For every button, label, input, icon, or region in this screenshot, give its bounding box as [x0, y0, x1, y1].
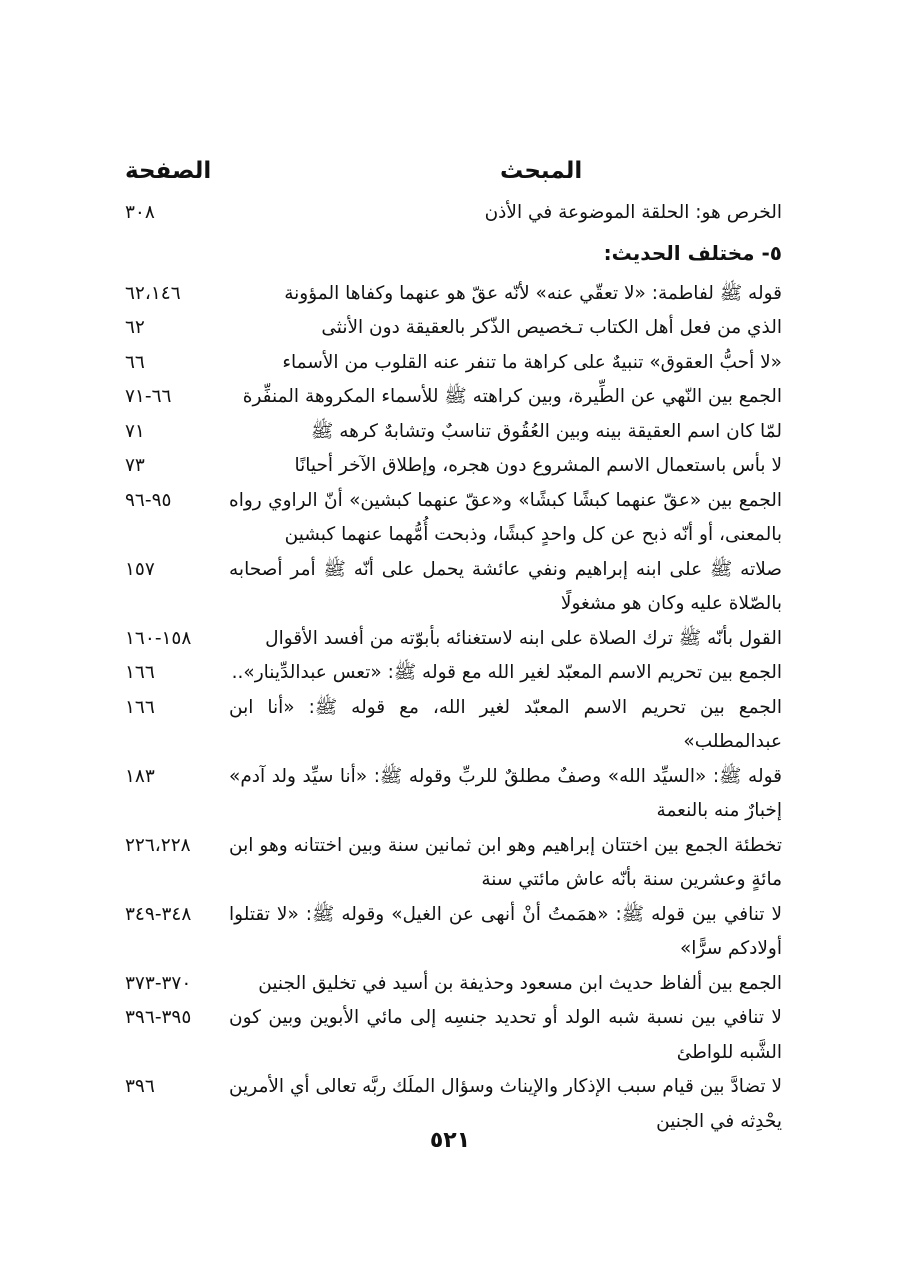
entry-text: القول بأنّه ﷺ ترك الصلاة على ابنه لاستغنائه بأبوّته من أفسد الأقوال — [265, 627, 782, 649]
index-entry — [125, 1001, 782, 1070]
entry-text: لا تضادَّ بين قيام سبب الإذكار والإيناث وسؤال الملَك ربَّه تعالى أي الأمرين يحْدِثه في الجنين — [229, 1076, 782, 1132]
section-title: ٥- مختلف الحديث: — [603, 240, 782, 265]
entry-text: «لا أحبُّ العقوق» تنبيهٌ على كراهة ما تنفر عنه القلوب من الأسماء — [282, 351, 782, 373]
index-entry — [125, 415, 782, 450]
entry-page: ١٦٦ — [125, 696, 155, 718]
entry-page: ٧٣ — [125, 455, 145, 476]
entry-page: ٣٩٦ — [125, 1076, 155, 1097]
index-entry — [125, 380, 782, 415]
table-header — [125, 158, 782, 192]
entry-text: الجمع بين «عقّ عنهما كبشًا كبشًا» و«عقّ عنهما كبشين» أنّ الراوي رواه بالمعنى، أو أنّه ذبح عن كل واحدٍ كبشًا، وذبحت أُمُّهما عنهما كبشين — [229, 489, 782, 545]
entry-page: ٧١ — [125, 420, 145, 442]
entry-page: ١٦٦ — [125, 662, 155, 683]
index-entry — [125, 898, 782, 967]
page-column-heading: الصفحة — [125, 158, 212, 184]
index-entry — [125, 196, 782, 231]
index-entry — [125, 691, 782, 760]
entry-text: تخطئة الجمع بين اختتان إبراهيم وهو ابن ثمانين سنة وبين اختتانه وهو ابن مائةٍ وعشرين سنة بأنّه عاش مائتي سنة — [229, 834, 782, 890]
entry-page: ٣٠٨ — [125, 202, 155, 223]
entry-page: ٦٢ — [125, 317, 145, 338]
entry-text: قوله ﷺ لفاطمة: «لا تعقّي عنه» لأنّه عقّ هو عنهما وكفاها المؤونة — [284, 282, 782, 304]
index-entry — [125, 760, 782, 829]
entry-page: ٦٢،١٤٦ — [125, 282, 181, 304]
entry-page: ٦٦ — [125, 351, 145, 373]
index-list — [125, 196, 782, 1139]
index-entry — [125, 484, 782, 553]
index-entry — [125, 967, 782, 1002]
index-entry — [125, 622, 782, 657]
entry-text: الجمع بين النّهي عن الطِّيرة، وبين كراهته ﷺ للأسماء المكروهة المنفِّرة — [242, 386, 782, 407]
entry-text: لا بأس باستعمال الاسم المشروع دون هجره، وإطلاق الآخر أحيانًا — [294, 455, 782, 476]
page-number: ٥٢١ — [429, 1128, 471, 1153]
entry-page: ١٨٣ — [125, 765, 155, 787]
entry-text: لا تنافي بين نسبة شبه الولد أو تحديد جنسِه إلى مائي الأبوين وبين كون الشَّبه للواطئ — [229, 1007, 782, 1063]
index-entry — [125, 311, 782, 346]
entry-text: قوله ﷺ: «السيِّد الله» وصفٌ مطلقٌ للربِّ وقوله ﷺ: «أنا سيِّد ولد آدم» إخبارٌ منه بالنعمة — [229, 765, 782, 821]
entry-page: ١٥٨-١٦٠ — [125, 627, 192, 649]
entry-page: ٢٢٦،٢٢٨ — [125, 834, 191, 856]
entry-page: ١٥٧ — [125, 558, 155, 580]
entry-page: ٣٤٨-٣٤٩ — [125, 903, 192, 925]
entry-text: لا تنافي بين قوله ﷺ: «همَمتُ أنْ أنهى عن الغيل» وقوله ﷺ: «لا تقتلوا أولادكم سرًّا» — [229, 903, 782, 959]
entry-text: الذي من فعل أهل الكتاب تـخصيص الذّكر بالعقيقة دون الأنثى — [321, 317, 782, 338]
index-entry — [125, 656, 782, 691]
topic-column-heading: المبحث — [500, 158, 583, 184]
entry-text: الخرص هو: الحلقة الموضوعة في الأذن — [484, 202, 782, 223]
entry-text: صلاته ﷺ على ابنه إبراهيم ونفي عائشة يحمل على أنّه ﷺ أمر أصحابه بالصّلاة عليه وكان هو مشغولًا — [229, 558, 782, 614]
entry-text: لمّا كان اسم العقيقة بينه وبين العُقُوق تناسبٌ وتشابهٌ كرهه ﷺ — [311, 420, 782, 442]
index-entry — [125, 277, 782, 312]
entry-text: الجمع بين تحريم الاسم المعبّد لغير الله، مع قوله ﷺ: «أنا ابن عبدالمطلب» — [229, 696, 782, 752]
index-entry — [125, 346, 782, 381]
entry-page: ٣٧٠-٣٧٣ — [125, 972, 192, 994]
entry-page: ٦٦-٧١ — [125, 386, 172, 407]
index-entry — [125, 553, 782, 622]
index-entry — [125, 829, 782, 898]
index-entry — [125, 449, 782, 484]
entry-text: الجمع بين تحريم الاسم المعبّد لغير الله مع قوله ﷺ: «تعس عبدالدِّينار».. — [231, 662, 782, 683]
entry-page: ٣٩٥-٣٩٦ — [125, 1007, 192, 1028]
entry-page: ٩٥-٩٦ — [125, 489, 172, 511]
entry-text: الجمع بين ألفاظ حديث ابن مسعود وحذيفة بن أسيد في تخليق الجنين — [258, 972, 782, 994]
